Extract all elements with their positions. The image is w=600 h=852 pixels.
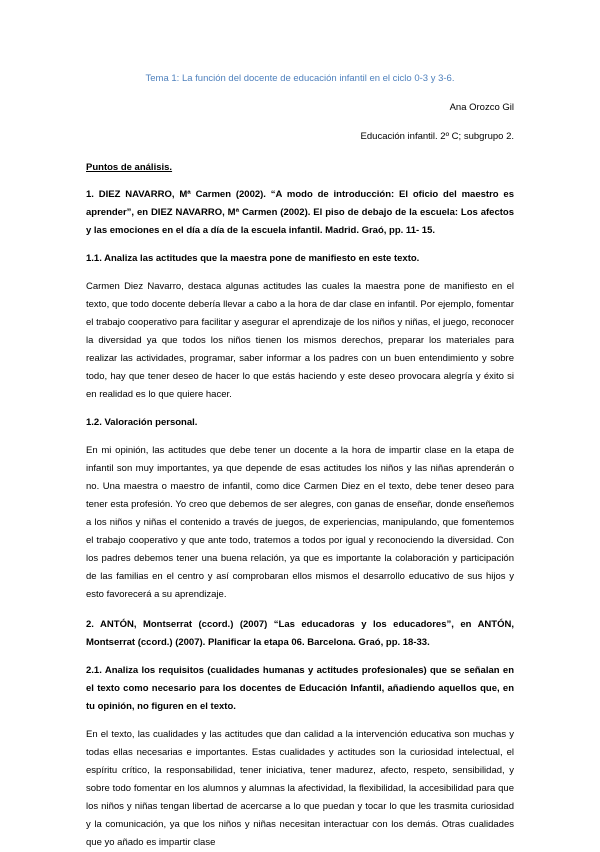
question-1-1: 1.1. Analiza las actitudes que la maestra pone de manifiesto en este texto. — [86, 253, 420, 264]
author-name: Ana Orozco Gil — [449, 102, 514, 113]
reference-1: 1. DIEZ NAVARRO, Mª Carmen (2002). “A modo de introducción: El oficio del maestro es aprender”, en DIEZ NAVARRO, Mª Carmen (2002). El piso de debajo de la escuela: Los afectos y las emociones en el día a día de la escuela infantil. Madrid. Graó, pp. 11- 15. — [86, 189, 514, 236]
document-title: Tema 1: La función del docente de educación infantil en el ciclo 0-3 y 3-6. — [145, 73, 455, 84]
paragraph-1-1: Carmen Diez Navarro, destaca algunas actitudes las cuales la maestra pone de manifiesto en el texto, que todo docente debería llevar a cabo a la hora de dar clase en infantil. Por ejemplo, fomentar el trabajo cooperativo para facilitar y asegurar el aprendizaje de los niños y niñas, el juego, reconocer la diversidad ya que todos los niños tienen los mismos derechos, preparar los materiales para realizar las actividades, programar, saber informar a los padres con un buen entendimiento y sobre todo, hay que tener deseo de hacer lo que estás haciendo y este deseo provocara alegría y éxito si en realidad es lo que quiere hacer. — [86, 281, 514, 400]
paragraph-1-2: En mi opinión, las actitudes que debe tener un docente a la hora de impartir clase en la etapa de infantil son muy importantes, ya que depende de esas actitudes los niños y las niñas aprenderán o no. Una maestra o maestro de infantil, como dice Carmen Diez en el texto, debe tener deseo para tener esta profesión. Yo creo que debemos de ser alegres, con ganas de enseñar, donde enseñemos a los niños y niñas el contenido a través de juegos, de experiencias, manipulando, que fomentemos el trabajo cooperativo y que ante todo, tratemos a todos por igual y reconociendo la diversidad. Con los padres debemos tener una buena relación, ya que es importante la colaboración y participación de las familias en el centro y así comprobaran ellos mismos el desarrollo educativo de sus hijos y esto favorecerá a su aprendizaje. — [86, 445, 514, 600]
question-2-1: 2.1. Analiza los requisitos (cualidades humanas y actitudes profesionales) que se señalan en el texto como necesario para los docentes de Educación Infantil, añadiendo aquellos que, en tu opinión, no figuren en el texto. — [86, 665, 514, 712]
reference-2: 2. ANTÓN, Montserrat (ccord.) (2007) “Las educadoras y los educadores”, en ANTÓN, Montserrat (ccord.) (2007). Planificar la etapa 06. Barcelona. Graó, pp. 18-33. — [86, 619, 514, 648]
question-1-2: 1.2. Valoración personal. — [86, 417, 198, 428]
course-info: Educación infantil. 2º C; subgrupo 2. — [360, 131, 514, 142]
document-page — [86, 60, 514, 852]
paragraph-2-1: En el texto, las cualidades y las actitudes que dan calidad a la intervención educativa son muchas y todas ellas necesarias e importantes. Estas cualidades y actitudes son la curiosidad intelectual, el espíritu crítico, la responsabilidad, tener iniciativa, tener madurez, afecto, respeto, sensibilidad, y sobre todo fomentar en los alumnos y alumnas la afectividad, la flexibilidad, la accesibilidad para que los niños y niñas tengan libertad de acercarse a lo que puedan y tocar lo que les trasmita curiosidad y la comunicación, ya que los niños y niñas necesitan interactuar con los demás. Otras cualidades que yo añado es impartir clase — [86, 729, 514, 848]
section-heading: Puntos de análisis. — [86, 162, 173, 173]
